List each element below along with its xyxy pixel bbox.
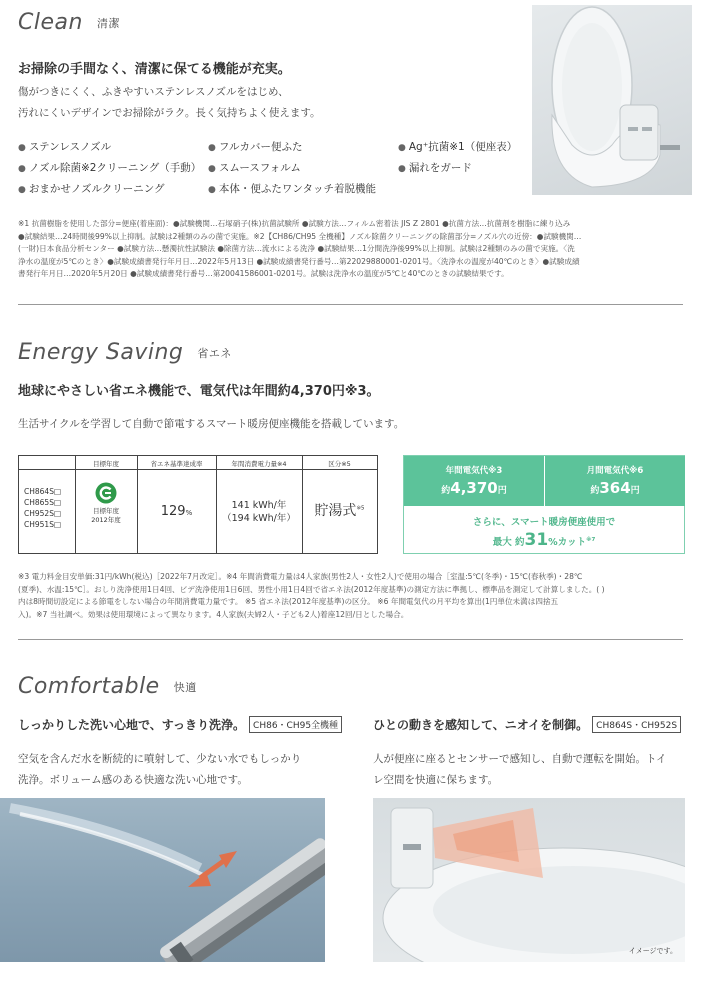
clean-feature-list xyxy=(18,139,518,196)
feature-item: ● ノズル除菌※2クリーニング（手動） xyxy=(18,162,202,174)
category-cell: 貯湯式$^{※5}$ xyxy=(314,503,365,519)
feature-item: ● ステンレスノズル xyxy=(18,141,112,153)
header-achievement-rate: 省エネ基準達成率 xyxy=(150,460,203,468)
clean-body: 傷がつきにくく、ふきやすいステンレスノズルをはじめ、 汚れにくいデザインでお掃除がラク。長く気持ちよく使えます。 xyxy=(18,86,321,119)
feature-item: ● フルカバー便ふた xyxy=(208,141,303,153)
model-tag: CH864S・CH952S xyxy=(592,716,681,733)
section-divider xyxy=(18,639,683,640)
bullet-icon: ● xyxy=(208,164,216,174)
header-annual-power: 年間消費電力量※4 xyxy=(231,460,287,468)
header-target-year: 目標年度 xyxy=(93,460,119,468)
model-list: CH864S□ CH865S□ CH952S□ CH951S□ xyxy=(24,487,62,529)
odor-body: 人が便座に座るとセンサーで感知し、自動で運転を開始。トイ レ空間を快適に保ちます。 xyxy=(373,753,667,786)
toilet-sensor-photo xyxy=(373,798,685,962)
clean-footnotes: ※1 抗菌樹脂を使用した部分=便座(着座面)：●試験機関…石塚硝子(株)抗菌試験所 ●試験方法…フィルム密着法 JIS Z 2801 ●抗菌方法…抗菌剤を樹脂に練り込み ●試験結果…24時間後99%以上抑制。試験は2種類のみの菌で実施。※2【CH86/CH95 全機種】ノズル除菌クリーニングの除菌部分=ノズル穴の近傍：●試験機関… (一財)日本食品分析センター ●試験方法…懸濁抗性試験法 ●除菌方法…流水による洗浄 ●試験結果…1分間洗浄後99%以上抑制。試験は2種類のみの菌で実施。〈洗 浄水の温度が5℃のとき〉●試験成績書発行年月日…2022年5月13日 ●試験成績書発行番号…第22029880001-0201号。〈洗浄水の温度が40℃のとき〉●試験成績 書発行年月日…2020年5月20日 ●試験成績書発行番号…第20041586001-0201号。試験は洗浄水の温度が5℃と40℃のときの試験結果です。 xyxy=(18,219,582,278)
toilet-seat-product-image xyxy=(532,5,692,195)
bullet-icon: ● xyxy=(398,143,406,153)
energy-spec-table xyxy=(18,455,378,554)
clean-lead: お掃除の手間なく、清潔に保てる機能が充実。 xyxy=(18,62,291,77)
energy-body: 生活サイクルを学習して自動で節電するスマート暖房便座機能を搭載しています。 xyxy=(18,418,405,430)
model-tag: CH86・CH95全機種 xyxy=(249,716,342,733)
clean-section-title: Clean 清潔 xyxy=(18,10,120,35)
feature-item: ● Ag⁺抗菌※1（便座表） xyxy=(398,141,518,153)
bullet-icon: ● xyxy=(18,164,26,174)
smart-seat-savings: さらに、スマート暖房便座使用で 最大 約31%カット$^{※7}$ xyxy=(472,517,616,550)
feature-item: ● スムースフォルム xyxy=(208,162,301,174)
bullet-icon: ● xyxy=(398,164,406,174)
clean-title-jp: 清潔 xyxy=(96,17,120,30)
feature-item: ● おまかせノズルクリーニング xyxy=(18,183,165,195)
electricity-savings-box xyxy=(403,455,685,554)
section-divider xyxy=(18,304,683,305)
target-year-cell: 目標年度 2012年度 xyxy=(75,482,137,525)
energy-title-jp: 省エネ xyxy=(197,347,232,360)
achievement-rate-cell: 129% xyxy=(160,504,193,519)
spec-table-header xyxy=(19,456,377,470)
bullet-icon: ● xyxy=(18,185,26,195)
annual-power-cell: 141 kWh/年 （194 kWh/年） xyxy=(222,500,296,524)
washing-lead: しっかりした洗い心地で、すっきり洗浄。 CH86・CH95全機種 xyxy=(18,716,342,733)
energy-lead: 地球にやさしい省エネ機能で、電気代は年間約4,370円※3。 xyxy=(18,384,380,399)
comfortable-section-title: Comfortable 快適 xyxy=(18,674,197,699)
odor-lead: ひとの動きを感知して、ニオイを制御。 CH864S・CH952S xyxy=(373,716,681,733)
washing-body: 空気を含んだ水を断続的に噴射して、少ない水でもしっかり 洗浄。ボリューム感のある快適な洗い心地です。 xyxy=(18,753,302,786)
monthly-cost-cell: 月間電気代※6 約364円 xyxy=(545,456,685,506)
comfortable-title-jp: 快適 xyxy=(173,681,197,694)
feature-item: ● 漏れをガード xyxy=(398,162,472,174)
energy-footnotes: ※3 電力料金目安単価:31円/kWh(税込)［2022年7月改定］。※4 年間消費電力量は4人家族(男性2人・女性2人)で使用の場合［室温:5℃(冬季)・15℃(春秋季)・28℃ (夏季)、水温:15℃］。おしり洗浄使用1日4回、ビデ洗浄使用1日6回、男性小用1日4回で省エネ法(2012年度基準)の測定方法に準拠し、標準品を測定して計算しました。( ) 内は8時間切設定による節電をしない場合の年間消費電力量です。 ※5 省エネ法(2012年度基準)の区分。 ※6 年間電気代の月平均を算出(1円単位未満は四捨五 入)。※7 当社調べ。効果は使用環境によって異なります。4人家族(夫婦2人・子ども2人)着座12回/日とした場合。 xyxy=(18,572,605,619)
annual-cost-cell: 年間電気代※3 約4,370円 xyxy=(404,456,544,506)
bullet-icon: ● xyxy=(18,143,26,153)
energy-saving-mark-icon xyxy=(95,482,117,504)
header-category: 区分※5 xyxy=(328,460,351,468)
bullet-icon: ● xyxy=(208,143,216,153)
image-caption: イメージです。 xyxy=(628,947,677,955)
bullet-icon: ● xyxy=(208,185,216,195)
nozzle-spray-photo xyxy=(0,798,325,962)
energy-section-title: Energy Saving 省エネ xyxy=(18,340,232,365)
feature-item: ● 本体・便ふたワンタッチ着脱機能 xyxy=(208,183,376,195)
